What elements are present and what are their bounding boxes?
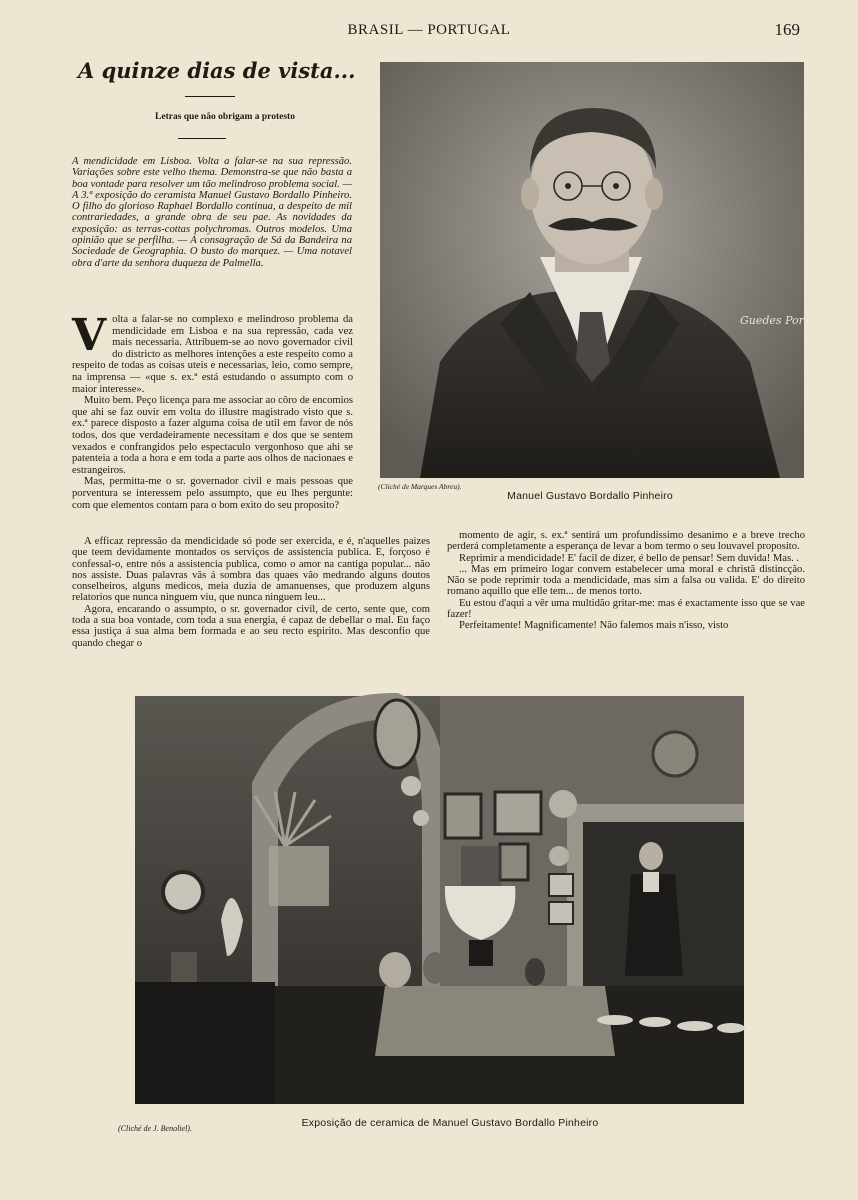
paragraph-text: olta a falar-se no complexo e melindroso problema da mendicidade em Lisboa e na sua repressão, cada vez mais necessaria. Attribuem-se ao novo governador civil do districto as melhores intenções a este respeito como a respeito de todas as coisas uteis e necessarias, leio, como sempre, na imprensa — «que s. ex.ª está estudando o assumpto com o maior interesse». [72,314,353,395]
exhibition-caption: Exposição de ceramica de Manuel Gustavo Bordallo Pinheiro [301,1117,599,1129]
exhibition-illustration [135,696,744,1104]
portrait-caption: Manuel Gustavo Bordallo Pinheiro [507,490,673,502]
title-rule [185,96,235,97]
column-left-bottom [72,536,430,649]
paragraph: Muito bem. Peço licença para me associar ao côro de encomios que ahi se faz ouvir em volta do illustre magistrado visto que s. ex.ª parece disposto a fazer alguma coisa de util em favor de nós todos, dos que verdadeiramente necessitam e dos que se sentem vexados e confrangidos pelo espectaculo vergonhoso que ahi se patenteia a toda a hora e em toda a parte aos olhos de nacionaes e estrangeiros. [72,395,353,476]
article-summary: A mendicidade em Lisboa. Volta a falar-se na sua repressão. Variações sobre este velho thema. Demonstra-se que não basta a boa vontade para resolver um tão melindroso problema social. — A 3.ª exposição do ceramista Manuel Gustavo Bordallo Pinheiro. O filho do glorioso Raphael Bordallo continua, a despeito de mil contrariedades, a grande obra de seu pae. As novidades da exposição: as terras-cottas polychromas. Outros modelos. Uma opinião que se perfilha. — A consagração de Sá da Bandeira na Sociedade de Geographia. O busto do marquez. — Uma notavel obra d'arte da senhora duqueza de Palmella. [72,156,352,269]
exhibition-credit: (Cliché de J. Benoliel). [118,1124,192,1133]
paragraph: A efficaz repressão da mendicidade só pode ser exercida, e é, n'aquelles paizes que teem devidamente montados os serviços de assistencia publica. E, forçoso é confessal-o, entre nós a assistencia publica, como o amor na cantiga popular... não nos assiste. Duas palavras vãs á sombra das quaes vão medrando alguns doutos conselheiros, alguns medicos, meia duzia de amanuenses, que produzem alguns relatorios que nunca ninguem viu, que nunca ninguem leu... [72,536,430,604]
paragraph: Agora, encarando o assumpto, o sr. governador civil, de certo, sente que, com toda a sua boa vontade, com toda a sua energia, é capaz de debellar o mal. Eu faço essa justiça á sua alma bem formada e ao seu recto espirito. Mas desconfio que quando chegar o [72,603,430,649]
paragraph: Reprimir a mendicidade! E' facil de dizer, é bello de pensar! Sem duvida! Mas. . [459,552,800,564]
page-number: 169 [774,20,800,39]
paragraph: ... Mas em primeiro logar convem estabelecer uma moral e christã distincção. Não se pode reprimir toda a mendicidade, mas sim a falsa ou valida. E' do direito romano aquillo que elle tem... de menos torto. [447,563,805,598]
paragraph: Eu estou d'aqui a vêr uma multidão gritar-me: mas é exactamente isso que se vae fazer! [447,597,805,621]
masthead: BRASIL — PORTUGAL [347,22,511,38]
exhibition-photo [135,696,744,1104]
column-right [447,530,805,632]
portrait-photo [380,62,815,478]
paragraph: Mas, permitta-me o sr. governador civil e mais pessoas que porventura se interessem pelo assumpto, que eu lhes pergunte: com que elementos contam para o bom exito do seu proposito? [72,476,353,511]
paragraph: momento de agir, s. ex.ª sentirá um profundissimo desanimo e a breve trecho perderá completamente a esperança de levar a bom termo o seu louvavel proposito. [447,530,805,553]
drop-cap: V [72,310,107,361]
article-subtitle: Letras que não obrigam a protesto [155,112,295,122]
portrait-illustration [380,62,815,478]
subtitle-rule [178,138,226,139]
paragraph: Perfeitamente! Magnificamente! Não falemos mais n'isso, visto [459,620,729,632]
article-title: A quinze dias de vista... [78,58,356,83]
studio-signature: Guedes Porto [740,314,815,327]
portrait-credit: (Cliché de Marques Abreu). [378,482,462,491]
column-left-top [72,310,353,511]
paragraph [72,310,353,395]
